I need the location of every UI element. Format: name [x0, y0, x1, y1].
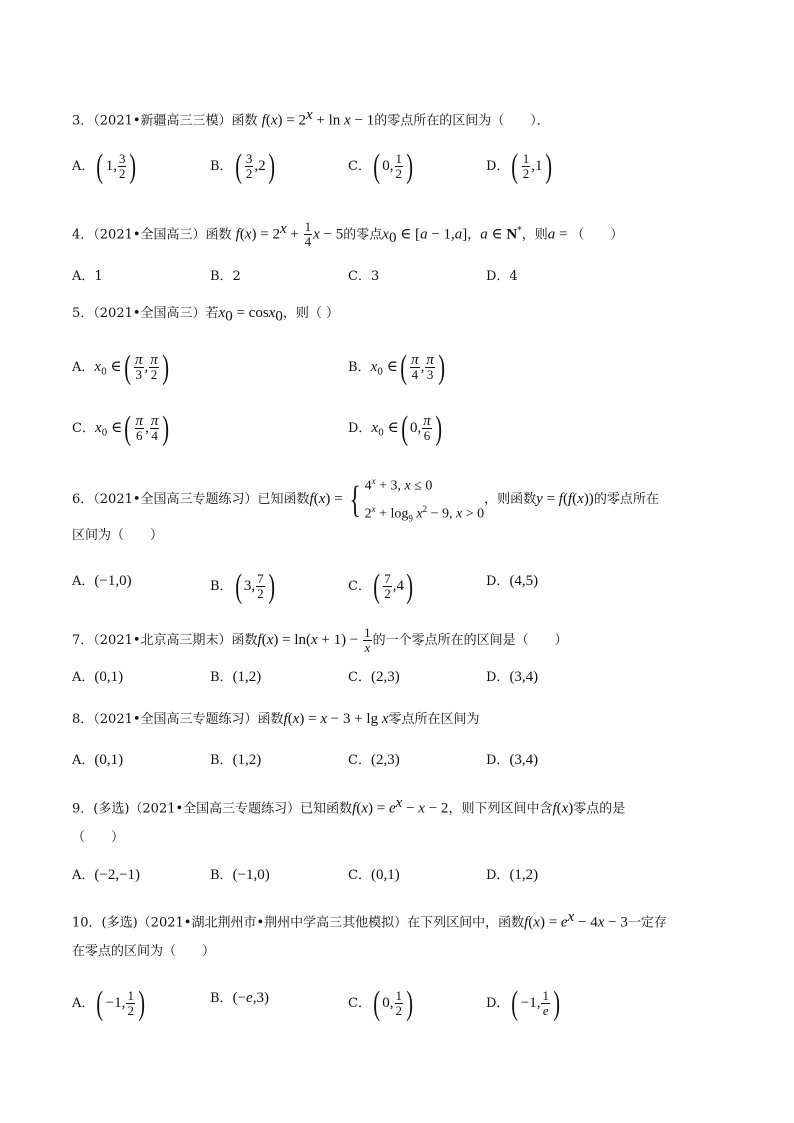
question-7: 7．（2021•北京高三期末）函数f(x) = ln(x + 1) − $\frac{1}{x}$ 的一个零点所在的区间是（ ） [72, 625, 568, 655]
option-10d[interactable]: D．( −1, $\frac{1}{e}$ ) [486, 984, 561, 1022]
option-3c[interactable]: C．( 0, $\frac{1}{2}$ ) [348, 147, 414, 185]
option-6b[interactable]: B．( 3, $\frac{7}{2}$ ) [210, 567, 275, 605]
option-4c[interactable]: C．3 [348, 269, 380, 284]
option-8a[interactable]: A．(0,1) [72, 752, 124, 768]
option-9b[interactable]: B．(−1,0) [210, 867, 270, 883]
option-10c[interactable]: C．( 0, $\frac{1}{2}$ ) [348, 984, 414, 1022]
option-9c[interactable]: C．(0,1) [348, 867, 400, 883]
option-6a[interactable]: A．(−1,0) [72, 573, 132, 589]
question-6: 6．（2021•全国高三专题练习）已知函数f(x) = { $4^x + 3$, x ≤ 0 $2^x + \log_9 x^2 - 9$, x > 0 ，则函数y = f(f(x))的零点所在 [72, 476, 659, 524]
option-5a[interactable]: A．$x_0$ ∈( $\frac{\pi}{3}$ , $\frac{\pi}{2}$ ) [72, 348, 169, 386]
question-5: 5．（2021•全国高三）若$x_0 = \cos x_0$，则（ ） [72, 305, 339, 325]
option-7a[interactable]: A．(0,1) [72, 669, 124, 685]
option-4d[interactable]: D．4 [486, 269, 518, 284]
option-9d[interactable]: D．(1,2) [486, 867, 539, 883]
question-10: 10．(多选)（2021•湖北荆州市•荆州中学高三其他模拟）在下列区间中，函数$f(x) = e^x - 4x - 3$一定存 [72, 909, 667, 931]
option-9a[interactable]: A．(−2,−1) [72, 867, 141, 883]
question-4: 4．（2021•全国高三）函数 $f(x) = 2^x$ + $\frac{1}{4}$ x − 5的零点$x_0$ ∈ [a − 1,a]，a ∈ N*，则a = （ ） [72, 219, 624, 250]
option-4b[interactable]: B．2 [210, 269, 241, 284]
option-7d[interactable]: D．(3,4) [486, 669, 539, 685]
question-6-line2: 区间为（ ） [72, 528, 164, 543]
question-8: 8．（2021•全国高三专题练习）函数f(x) = x − 3 + lg x零点所在区间为 [72, 711, 480, 727]
option-3a[interactable]: A．( 1, $\frac{3}{2}$ ) [72, 147, 137, 185]
option-6d[interactable]: D．(4,5) [486, 573, 539, 589]
option-7b[interactable]: B．(1,2) [210, 669, 262, 685]
option-3b[interactable]: B．( $\frac{3}{2}$ ,2) [210, 147, 275, 185]
option-7c[interactable]: C．(2,3) [348, 669, 400, 685]
option-8c[interactable]: C．(2,3) [348, 752, 400, 768]
option-4a[interactable]: A．1 [72, 269, 103, 284]
question-10-line2: 在零点的区间为（ ） [72, 944, 216, 959]
option-6c[interactable]: C．( $\frac{7}{2}$ ,4) [348, 567, 414, 605]
option-8d[interactable]: D．(3,4) [486, 752, 539, 768]
option-5c[interactable]: C．$x_0$ ∈( $\frac{\pi}{6}$ , $\frac{\pi}{4}$ ) [72, 409, 170, 447]
option-5b[interactable]: B．$x_0$ ∈( $\frac{\pi}{4}$ , $\frac{\pi}{3}$ ) [348, 348, 445, 386]
question-9-line2: （ ） [72, 830, 125, 845]
option-10b[interactable]: B．(−e,3) [210, 990, 269, 1006]
option-3d[interactable]: D．( $\frac{1}{2}$ ,1) [486, 147, 552, 185]
option-5d[interactable]: D．$x_0$ ∈( 0, $\frac{\pi}{6}$ ) [348, 409, 442, 447]
question-9: 9．(多选)（2021•全国高三专题练习）已知函数$f(x) = e^x - x - 2$，则下列区间中含f(x)零点的是 [72, 795, 626, 817]
option-10a[interactable]: A．( −1, $\frac{1}{2}$ ) [72, 984, 145, 1022]
option-8b[interactable]: B．(1,2) [210, 752, 262, 768]
question-3: 3．（2021•新疆高三三模）函数 $f(x) = 2^x + \ln x - 1$的零点所在的区间为（ ）． [72, 107, 550, 129]
